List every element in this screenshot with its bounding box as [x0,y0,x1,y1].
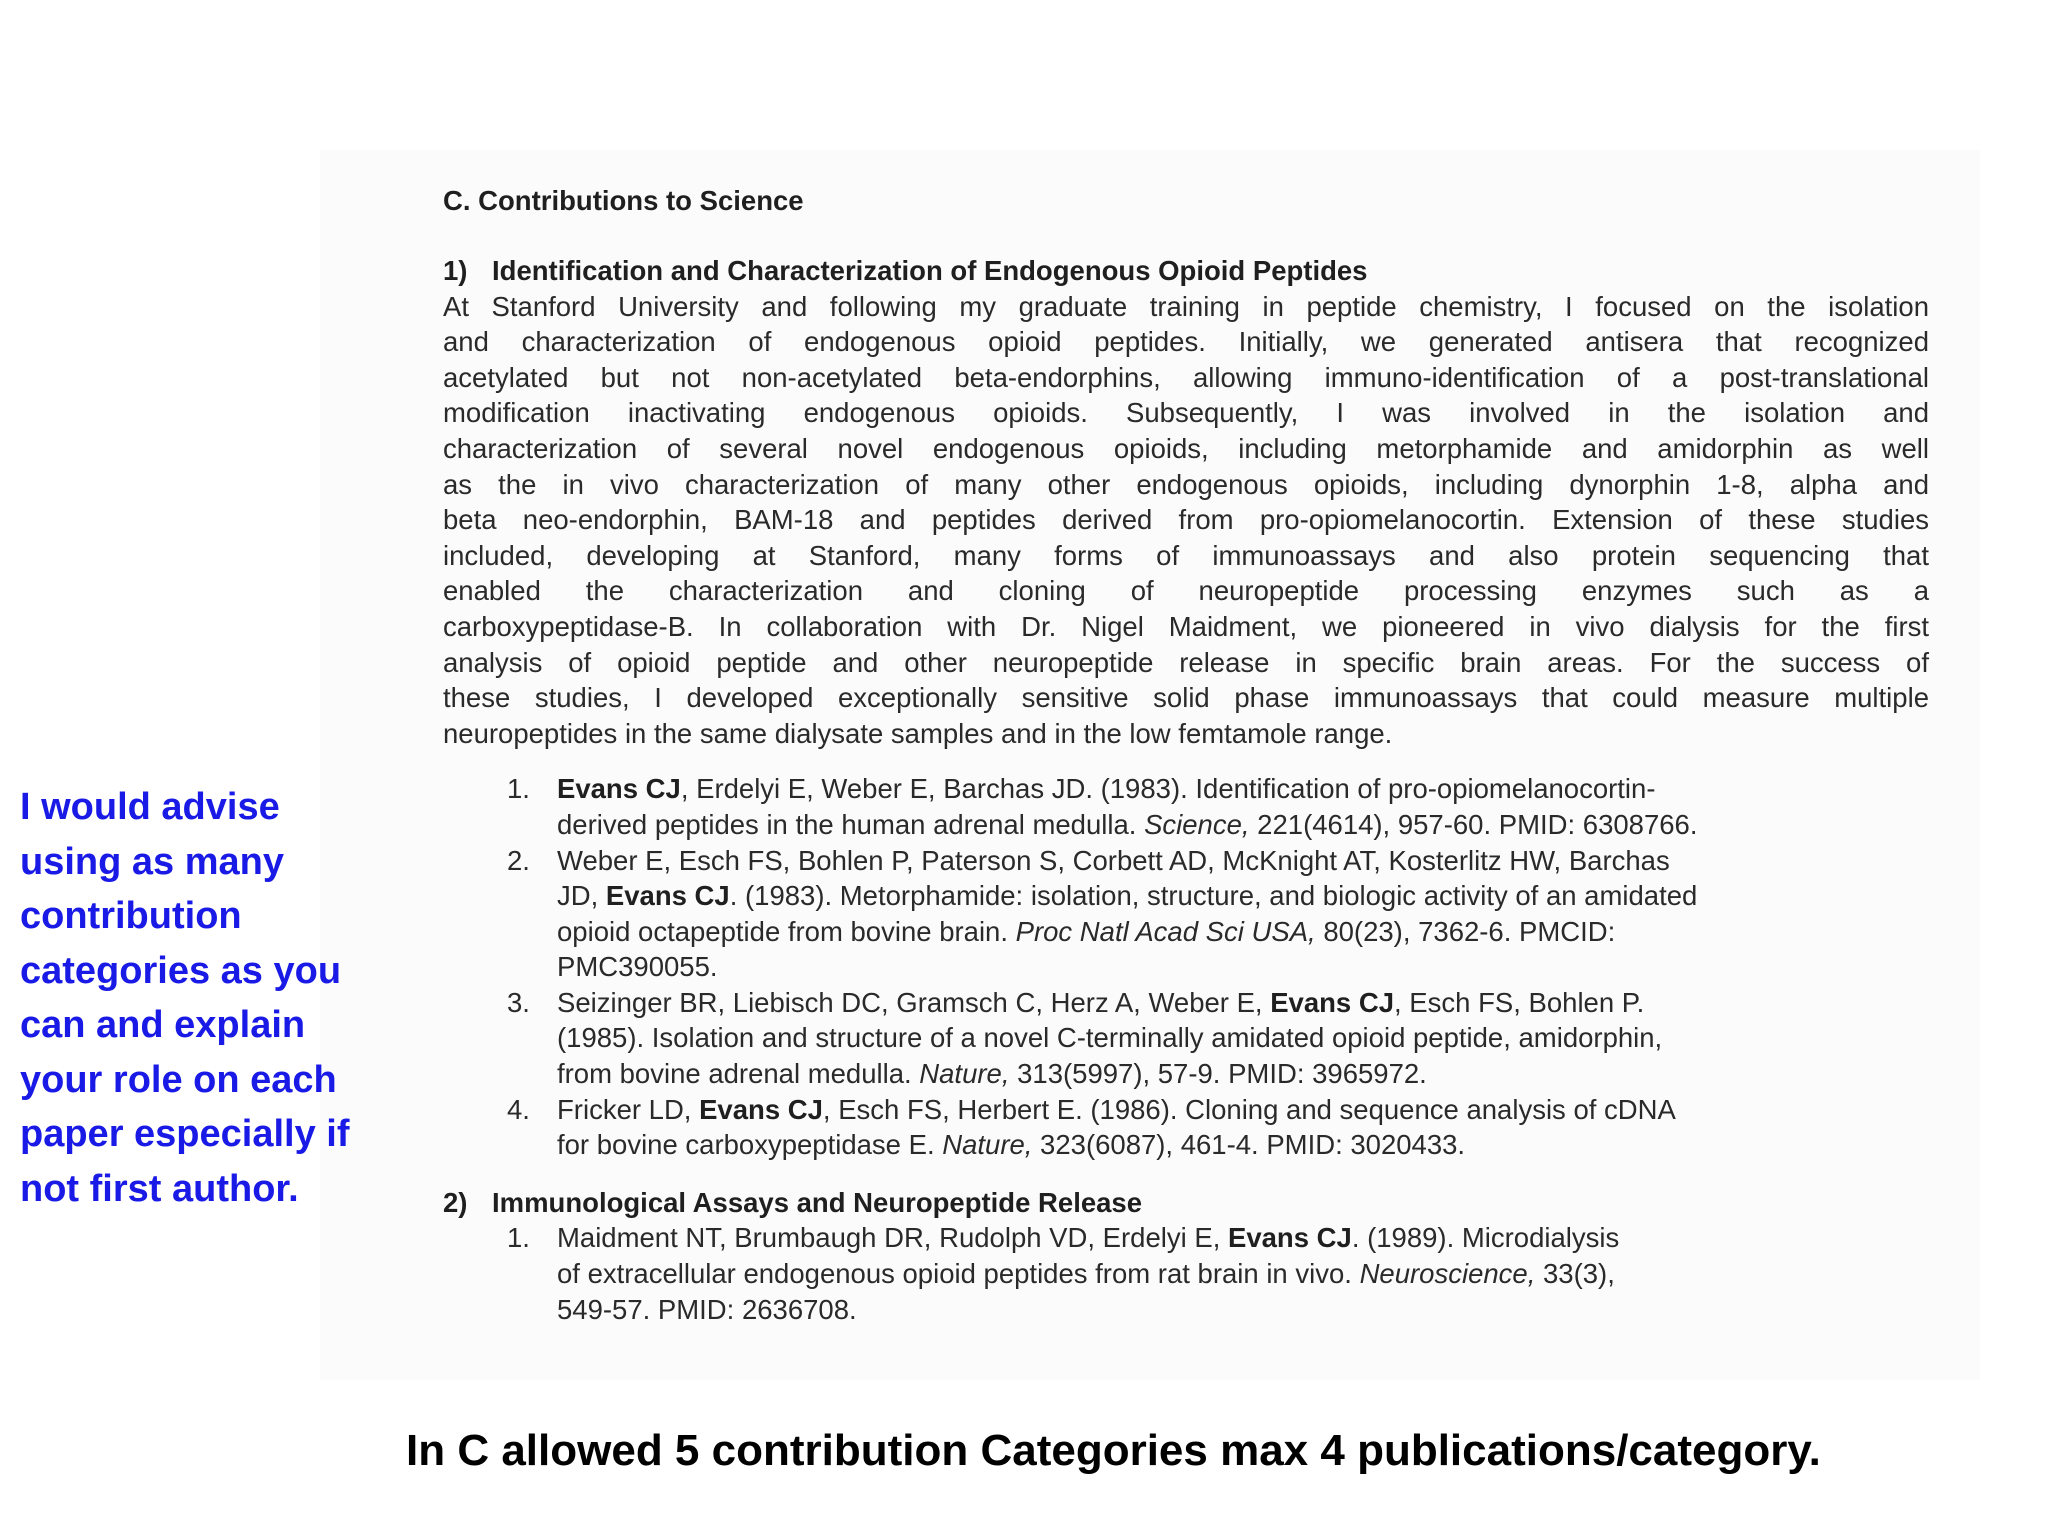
contribution-2-heading [443,1185,1943,1221]
highlighted-author: Evans CJ [605,880,730,912]
reference-number: 1. [507,773,530,805]
reference-line: Weber E, Esch FS, Bohlen P, Paterson S, Corbett AD, McKnight AT, Kosterlitz HW, Barchas [557,844,1670,876]
spacer [443,219,1943,253]
body-line: modification inactivating endogenous opioids. Subsequently, I was involved in the isolation and [443,397,1929,429]
body-line: neuropeptides in the same dialysate samples and in the low femtamole range. [443,717,1393,749]
highlighted-author: Evans CJ [1227,1222,1352,1254]
body-line: acetylated but not non-acetylated beta-endorphins, allowing immuno-identification of a post-translational [443,361,1929,393]
body-line: characterization of several novel endogenous opioids, including metorphamide and amidorphin as well [443,432,1929,464]
reference-line: Maidment NT, Brumbaugh DR, Rudolph VD, Erdelyi E, Evans CJ. (1989). Microdialysis [557,1222,1620,1254]
advice-line: not first author. [20,1167,299,1210]
body-line: analysis of opioid peptide and other neuropeptide release in specific brain areas. For the success of [443,646,1929,678]
body-line: At Stanford University and following my graduate training in peptide chemistry, I focused on the isolation [443,290,1929,322]
advice-line: contribution [20,895,242,937]
reference-item [443,985,1943,1092]
contribution-2-title: Immunological Assays and Neuropeptide Release [492,1186,1143,1218]
highlighted-author: Evans CJ [699,1093,823,1125]
advice-line: your role on each [20,1058,337,1101]
reference-number: 2. [507,844,530,876]
reference-number: 4. [507,1093,530,1125]
reference-line: 549-57. PMID: 2636708. [557,1293,857,1325]
journal-name: Science, [1144,808,1250,840]
contribution-1-references [443,771,1943,1163]
body-line: included, developing at Stanford, many forms of immunoassays and also protein sequencing that [443,539,1929,571]
contribution-1-title: Identification and Characterization of Endogenous Opioid Peptides [492,255,1368,286]
reference-item [443,771,1943,842]
section-title: C. Contributions to Science [443,185,804,216]
reference-line: of extracellular endogenous opioid peptides from rat brain in vivo. Neuroscience, 33(3), [557,1258,1615,1290]
advice-line: paper especially if [20,1113,350,1155]
reference-item [443,843,1943,985]
journal-name: Neuroscience, [1359,1258,1536,1290]
advice-line: categories as you [20,949,342,992]
reference-number: 1. [507,1222,530,1254]
contribution-2-references [443,1220,1943,1327]
body-line: as the in vivo characterization of many other endogenous opioids, including dynorphin 1-8, alpha and [443,468,1929,500]
reference-line: for bovine carboxypeptidase E. Nature, 323(6087), 461-4. PMID: 3020433. [557,1129,1466,1161]
highlighted-author: Evans CJ [557,773,681,805]
reference-number: 3. [507,986,530,1018]
reference-line: opioid octapeptide from bovine brain. Proc Natl Acad Sci USA, 80(23), 7362-6. PMCID: [557,915,1616,947]
contributions-document [443,183,1943,1327]
contribution-1-heading [443,253,1943,289]
reference-line: Fricker LD, Evans CJ, Esch FS, Herbert E. (1986). Cloning and sequence analysis of cDNA [557,1093,1676,1125]
reference-item [443,1092,1943,1163]
journal-name: Nature, [942,1129,1033,1161]
contribution-1-number: 1) [443,255,468,286]
body-line: beta neo-endorphin, BAM-18 and peptides derived from pro-opiomelanocortin. Extension of these studies [443,504,1929,536]
journal-name: Proc Natl Acad Sci USA, [1015,915,1316,947]
contribution-2-number: 2) [443,1186,468,1218]
advice-note [20,780,380,1216]
advice-line: can and explain [20,1004,306,1046]
advice-line: I would advise [20,786,280,828]
reference-line: from bovine adrenal medulla. Nature, 313(5997), 57-9. PMID: 3965972. [557,1058,1427,1090]
bottom-note: In C allowed 5 contribution Categories max 4 publications/category. [406,1426,1821,1475]
reference-line: Seizinger BR, Liebisch DC, Gramsch C, Herz A, Weber E, Evans CJ, Esch FS, Bohlen P. [557,986,1645,1018]
reference-item [443,1220,1943,1327]
body-line: carboxypeptidase-B. In collaboration with Dr. Nigel Maidment, we pioneered in vivo dialysis for the first [443,610,1929,642]
reference-line: Evans CJ, Erdelyi E, Weber E, Barchas JD. (1983). Identification of pro-opiomelanocortin- [557,773,1656,805]
body-line: enabled the characterization and cloning of neuropeptide processing enzymes such as a [443,575,1929,607]
reference-line: derived peptides in the human adrenal medulla. Science, 221(4614), 957-60. PMID: 6308766. [557,808,1698,840]
highlighted-author: Evans CJ [1270,986,1395,1018]
body-line: these studies, I developed exceptionally sensitive solid phase immunoassays that could measure multiple [443,682,1929,714]
reference-line: PMC390055. [557,951,718,983]
body-line: and characterization of endogenous opioid peptides. Initially, we generated antisera that recognized [443,326,1929,358]
contribution-1-body [443,289,1943,752]
reference-line: (1985). Isolation and structure of a novel C-terminally amidated opioid peptide, amidorphin, [557,1022,1663,1054]
advice-line: using as many [20,840,284,883]
reference-line: JD, Evans CJ. (1983). Metorphamide: isolation, structure, and biologic activity of an amidated [557,880,1698,912]
journal-name: Nature, [919,1058,1010,1090]
